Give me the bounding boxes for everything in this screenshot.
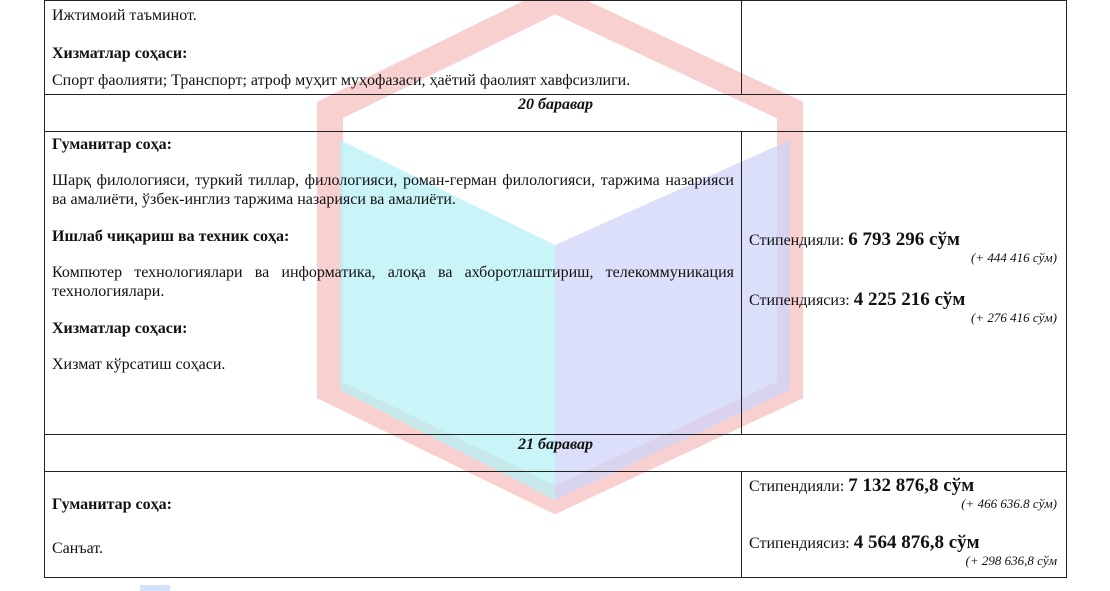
without-stipend-label: Стипендиясиз: <box>749 535 854 552</box>
services-text: Спорт фаолияти; Транспорт; атроф муҳит муҳофазаси, ҳаётий фаолият хавфсизлиги. <box>52 72 631 89</box>
services-text: Хизмат кўрсатиш соҳаси. <box>52 356 226 373</box>
band-21: 21 баравар <box>45 435 1067 472</box>
without-stipend-value: 4 564 876,8 сўм <box>853 532 980 553</box>
without-stipend-diff: (+ 298 636,8 сўм <box>965 553 1057 568</box>
without-stipend-diff: (+ 276 416 сўм) <box>970 310 1057 325</box>
without-stipend-label: Стипендиясиз: <box>749 292 854 309</box>
table-row <box>45 1 1067 95</box>
fee-table <box>44 0 1067 578</box>
with-stipend-value: 7 132 876,8 сўм <box>848 475 975 496</box>
table-row <box>45 435 1067 472</box>
production-heading: Ишлаб чиқариш ва техник соҳа: <box>52 228 290 245</box>
with-stipend-label: Стипендияли: <box>749 232 849 249</box>
top-line: Ижтимоий таъминот. <box>52 7 197 24</box>
production-text: Компютер технологиялари ва информатика, алоқа ва ахборотлаштириш, телекоммуникация технологиялари. <box>52 264 734 300</box>
services-heading: Хизматлар соҳаси: <box>52 320 188 337</box>
with-stipend-diff: (+ 444 416 сўм) <box>970 250 1057 265</box>
without-stipend <box>749 290 1059 310</box>
with-stipend-label: Стипендияли: <box>749 478 849 495</box>
table-row <box>45 95 1067 132</box>
humanitarian-heading: Гуманитар соҳа: <box>52 136 172 153</box>
with-stipend <box>749 230 1059 250</box>
services-heading: Хизматлар соҳаси: <box>52 45 188 62</box>
table-row <box>45 132 1067 435</box>
table-row <box>45 472 1067 578</box>
with-stipend-diff: (+ 466 636.8 сўм) <box>961 496 1057 511</box>
with-stipend-value: 6 793 296 сўм <box>848 229 960 250</box>
humanitarian-text: Санъат. <box>52 540 104 557</box>
with-stipend <box>749 476 1059 496</box>
without-stipend <box>749 533 1059 553</box>
band-20: 20 баравар <box>45 95 1067 132</box>
humanitarian-text: Шарқ филологияси, туркий тиллар, филологияси, роман-герман филологияси, таржима назарияси ва амалиёти, ўзбек-инглиз таржима назарияси ва амалиёти. <box>52 172 734 208</box>
without-stipend-value: 4 225 216 сўм <box>853 289 966 310</box>
humanitarian-heading: Гуманитар соҳа: <box>52 496 172 513</box>
